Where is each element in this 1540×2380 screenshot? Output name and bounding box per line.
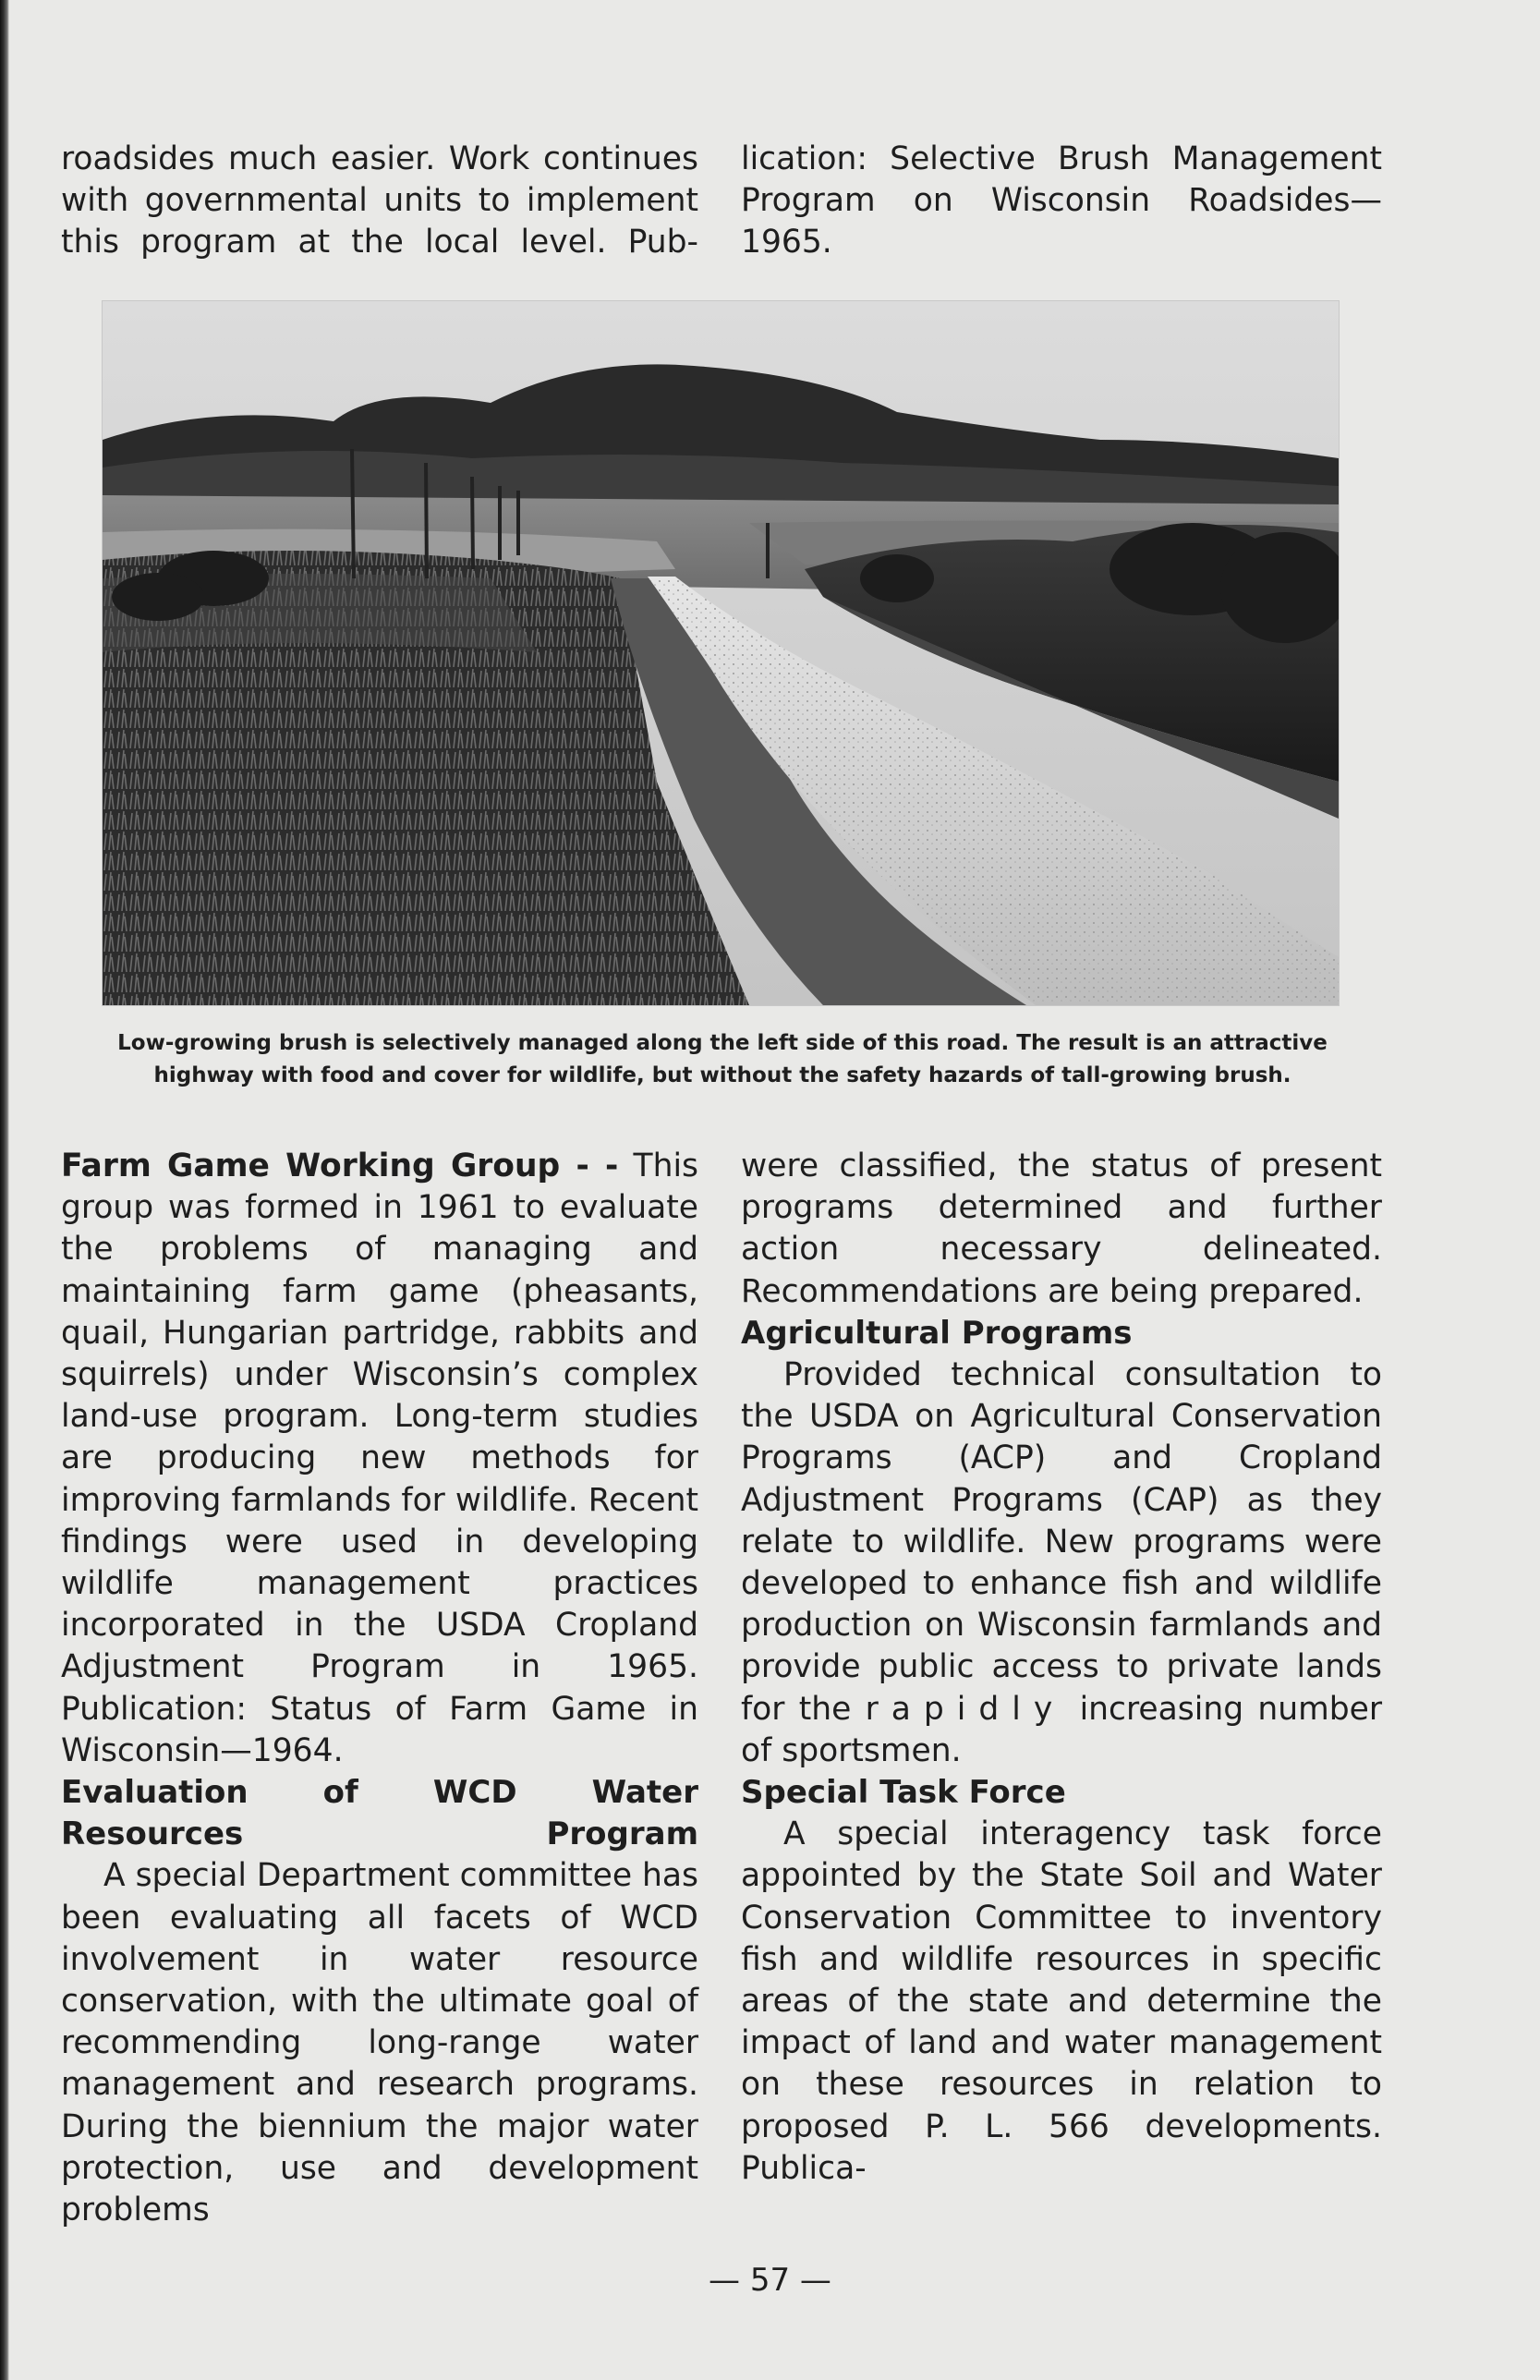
agricultural-body-spaced-word: rapidly	[865, 1690, 1066, 1728]
evaluation-continued-body: were classified, the status of present programs determined and further action necessary delineated. Recommendations are being prepared.	[741, 1148, 1382, 1310]
photo-caption: Low-growing brush is selectively managed along the left side of this road. The result is an attractive highway with food and cover for wildlife, but without the safety hazards of tall-growing brush.	[117, 1031, 1328, 1087]
roadside-photograph	[102, 300, 1340, 1006]
agricultural-body-start: Provided technical consultation to the USDA on Agricultural Conservation Programs (ACP) and Cropland Adjustment Programs (CAP) as they relate to wildlife. New programs were developed to enhance fish and wildlife production on Wisconsin farmlands and provide public access to private lands for the	[741, 1356, 1382, 1728]
farm-game-heading: Farm Game Working Group - -	[61, 1148, 619, 1184]
farm-game-paragraph	[61, 1146, 698, 1772]
top-left-column	[61, 139, 698, 264]
roadside-photo-illustration	[103, 301, 1339, 1005]
top-right-paragraph: lication: Selective Brush Management Program on Wisconsin Roadsides—1965.	[741, 140, 1382, 261]
farm-game-body: This group was formed in 1961 to evaluate the problems of managing and maintaining farm game (pheasants, quail, Hungarian partridge, rabbits and squirrels) under Wisconsin’s complex land-use program. Long-term studies are producing new methods for improving farmlands for wildlife. Recent findings were used in developing wildlife management practices incorporated in the USDA Cropland Adjustment Program in 1965. Publication: Status of Farm Game in Wisconsin—1964.	[61, 1148, 699, 1769]
agricultural-body	[741, 1354, 1382, 1772]
right-column	[741, 1146, 1382, 2190]
top-right-column	[741, 139, 1382, 264]
task-force-body: A special interagency task force appointed by the State Soil and Water Conservation Committee to inventory fish and wildlife resources in specific areas of the state and determine the impact of land and water management on these resources in relation to proposed P. L. 566 developments. Publica-	[741, 1815, 1382, 2187]
evaluation-body: A special Department committee has been evaluating all facets of WCD involvement in water resource conservation, with the ultimate goal of recommending long-range water management and research programs. During the biennium the major water protection, use and development problems	[61, 1857, 698, 2229]
left-column	[61, 1146, 698, 2231]
binding-edge	[0, 0, 9, 2380]
evaluation-heading: Evaluation of WCD Water Resources Program	[61, 1774, 698, 1853]
top-left-paragraph: roadsides much easier. Work continues with governmental units to implement this program at the local level. Pub-	[61, 140, 698, 261]
page-number: — 57 —	[709, 2262, 831, 2299]
task-force-heading: Special Task Force	[741, 1774, 1066, 1812]
agricultural-heading: Agricultural Programs	[741, 1314, 1133, 1352]
agricultural-body-end: increasing number of sportsmen.	[741, 1690, 1383, 1769]
